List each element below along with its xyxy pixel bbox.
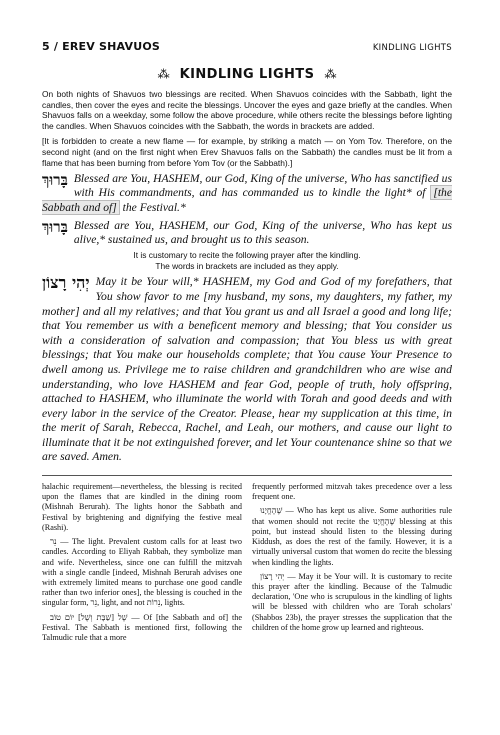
header-separator: / (49, 40, 63, 53)
blessing-2 (42, 219, 452, 247)
blessing-1-text-b: the Festival.* (119, 200, 186, 214)
ornament-right-icon: ⁂ (324, 67, 337, 81)
commentary-paragraph: frequently performed mitzvah takes precedence over a less frequent one. (252, 482, 452, 502)
section-name: EREV SHAVUOS (62, 40, 160, 53)
commentary-paragraph: שֶׁהֶחֱיָנוּ — Who has kept us alive. Some authorities rule that women should not recite the שֶׁהֶחֱיָנוּ blessing at this point, but instead should listen to the blessing during Kiddush, as does the rest of the family. However, it is a virtually universal custom that women do recite the blessing when kindling the lights. (252, 506, 453, 567)
page (42, 40, 452, 647)
commentary-divider (42, 475, 452, 476)
prayer-note-line-1: It is customary to recite the following prayer after the kindling. (133, 250, 361, 261)
commentary-paragraph: שֶׁל [שַׁבָּת וְשֶׁל] יוֹם טוֹב — Of [the Sabbath and of] the Festival. The Sabbath is mentioned first, following the Talmudic rule that a more (42, 612, 243, 642)
title-row (42, 63, 452, 83)
commentary (42, 482, 452, 647)
commentary-right-column (252, 482, 452, 647)
commentary-paragraph: נֵר — The light. Prevalent custom calls for at least two candles. According to Eliyah Rabbah, they symbolize man and wife. Nevertheless, since one can fulfill the mitzvah with a single candle [indeed, Mishnah Berurah advises one with extremely limited means to purchase one good candle rather than two inferior ones], the blessing is couched in the singular form, נֵר, light, and not נֵרוֹת, lights. (42, 537, 242, 608)
intro-instructions: On both nights of Shavuos two blessings are recited. When Shavuos coincides with the Sabbath, light the candles, then cover the eyes and recite the blessings. Uncover the eyes and gaze briefly at the candles. When Shavuos falls on a weekday, some follow the above procedure, while others recite the blessings before lighting the candles. When Shavuos coincides with the Sabbath, the words in brackets are added. (42, 89, 452, 131)
prayer-note-line-2: The words in brackets are included as they apply. (155, 260, 339, 271)
blessing-1-hebrew: בָּרוּךְ (42, 171, 68, 190)
commentary-paragraph: יְהִי רָצוֹן — May it be Your will. It is customary to recite this prayer after the kindling. Because of the Talmudic declaration, 'One who is scrupulous in the kindling of lights will be blessed with children who are Torah scholars' (Shabbos 23b), the prayer stresses the supplication that the children of the home grow up learned and righteous. (252, 571, 452, 632)
blessing-2-text: Blessed are You, HASHEM, our God, King of the universe, Who has kept us alive,* sustained us, and brought us to this season. (73, 218, 452, 246)
running-title: KINDLING LIGHTS (372, 43, 452, 53)
blessing-1 (42, 172, 452, 215)
bracket-note: [It is forbidden to create a new flame — for example, by striking a match — on Yom Tov. Therefore, on the second night (and on the first night when Erev Shavuos falls on the Sabbath) the candles must be lit from a flame that has been burning from before Yom Tov (or the Sabbath).] (42, 136, 452, 168)
blessing-1-text-a: Blessed are You, HASHEM, our God, King of the universe, Who has sanctified us with His commandments, and has commanded us to kindle the light* of (73, 172, 452, 200)
page-number: 5 (42, 40, 50, 53)
header-left (42, 40, 160, 53)
blessing-2-hebrew: בָּרוּךְ (42, 217, 68, 236)
commentary-left-column (42, 482, 242, 647)
yehi-ratzon-text: May it be Your will,* HASHEM, my God and God of my forefathers, that You show favor to me [my husband, my sons, my daughters, my father, my mother] and all my relatives; and that You grant us and all Israel a good and long life; that You remember us with a beneficent memory and blessing; that You consider us with a consideration of salvation and compassion; that You bless us with great blessings; that You make our households complete; that You cause Your Presence to dwell among us. Privilege me to raise children and grandchildren who are wise and understanding, who love HASHEM and fear God, people of truth, holy offspring, attached to HASHEM, who illuminate the world with Torah and good deeds and with every labor in the service of the Creator. Please, hear my supplication at this time, in the merit of Sarah, Rebecca, Rachel, and Leah, our mothers, and cause our light to illuminate that it be not extinguished forever, and let Your countenance shine so that we are saved. Amen. (42, 275, 452, 464)
ornament-left-icon: ⁂ (157, 67, 170, 81)
highlighted-sabbath-phrase[interactable]: [the Sabbath and of] (42, 186, 452, 214)
commentary-paragraph: halachic requirement—nevertheless, the blessing is recited upon the flames that are kindled in the dining room (Mishnah Berurah). The lights honor the Sabbath and Festival by brightening and dignifying the festive meal (Rashi). (42, 482, 242, 532)
prayer-note (42, 250, 452, 271)
yehi-ratzon-hebrew: יְהִי רָצוֹן (42, 273, 90, 293)
running-header (42, 40, 452, 56)
page-title: KINDLING LIGHTS (179, 67, 315, 82)
yehi-ratzon-prayer (42, 275, 452, 465)
